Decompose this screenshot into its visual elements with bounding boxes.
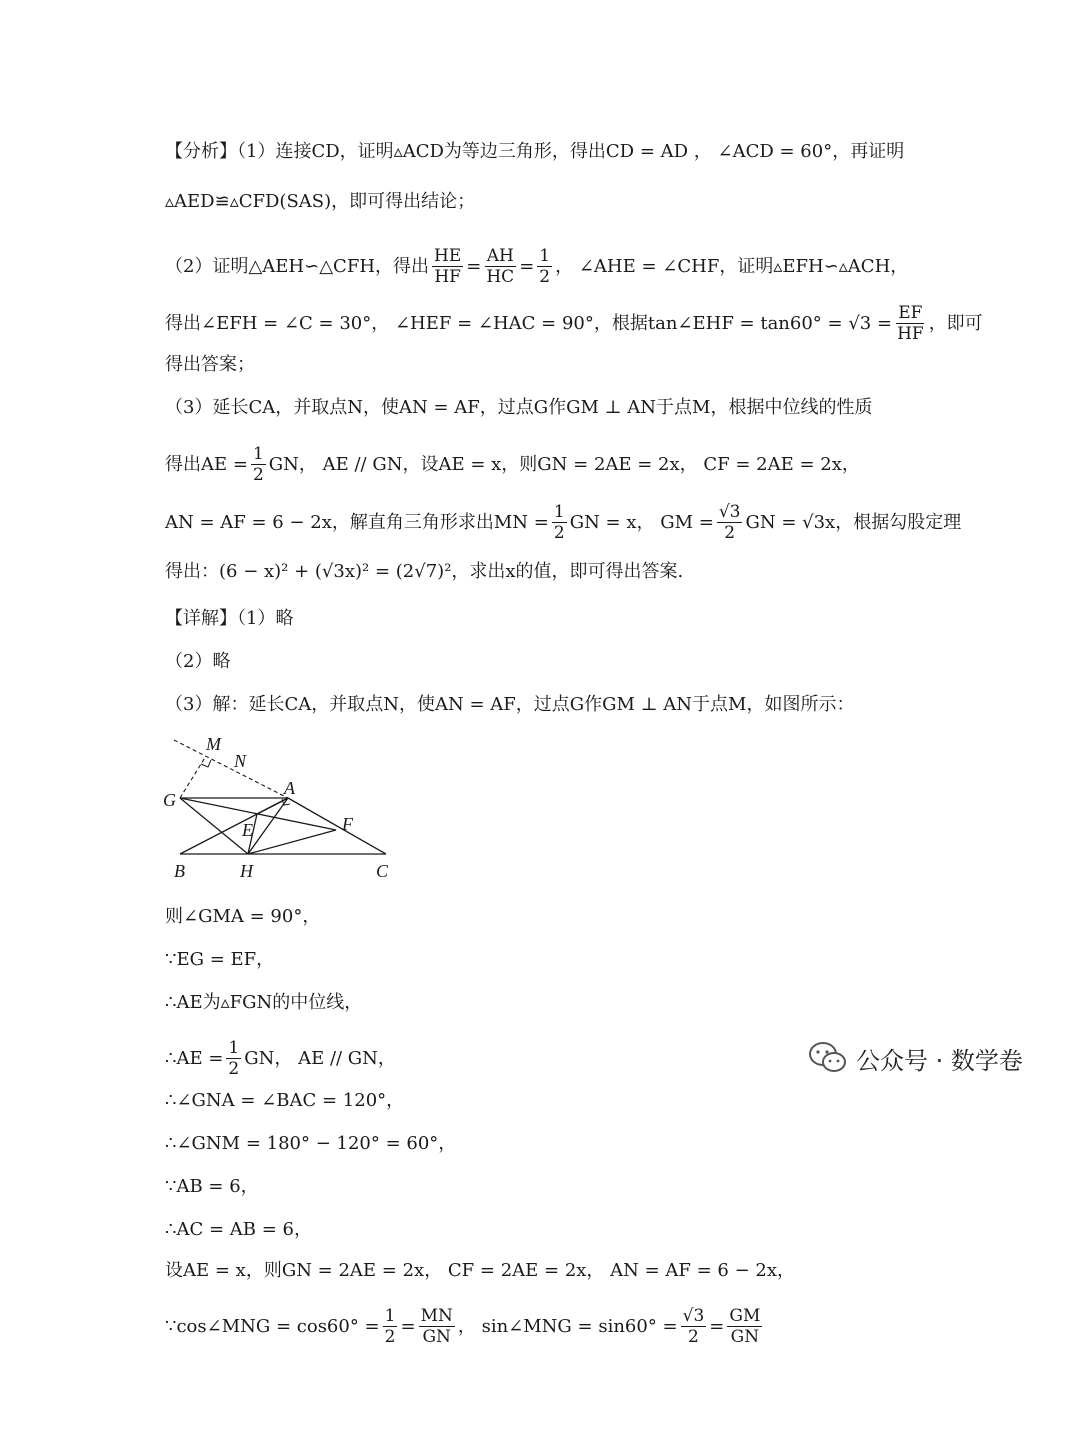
text-segment: =	[466, 255, 482, 277]
fraction-denominator: 2	[688, 1327, 699, 1347]
fraction	[383, 1306, 398, 1347]
fraction-denominator: 2	[724, 523, 736, 543]
text-segment: ∵EG = EF，	[165, 949, 275, 970]
text-segment: ∴∠GNM = 180° − 120° = 60°，	[165, 1133, 457, 1154]
text-segment: （3）延长CA，并取点N，使AN = AF，过点G作GM ⊥ AN于点M，根据中位线的性质	[165, 397, 873, 418]
text-segment: 得出：(6 − x)² + (√3x)² = (2√7)²，求出x的值，即可得出答案.	[165, 561, 684, 582]
fraction-denominator: HF	[897, 324, 924, 344]
label-a: A	[284, 778, 295, 798]
geometry-figure	[160, 732, 400, 892]
watermark	[808, 1036, 1023, 1080]
fraction-denominator: HF	[434, 267, 461, 287]
segment-gh	[180, 798, 248, 854]
fraction	[552, 502, 567, 543]
text-segment: ∵cos∠MNG = cos60° =	[165, 1315, 380, 1337]
fraction	[727, 1306, 762, 1347]
text-line	[165, 140, 925, 164]
text-segment: （3）解：延长CA，并取点N，使AN = AF，过点G作GM ⊥ AN于点M，如图所示：	[165, 694, 855, 715]
text-segment: GN = √3x，根据勾股定理	[745, 511, 962, 533]
label-e: E	[242, 820, 253, 840]
text-segment: 得出答案；	[165, 354, 255, 375]
segment-extension-ca	[174, 740, 288, 798]
text-line	[165, 353, 925, 377]
text-line	[165, 948, 925, 972]
text-segment: =	[400, 1315, 416, 1337]
text-line	[165, 1218, 925, 1242]
label-g: G	[163, 790, 176, 810]
text-line	[165, 607, 925, 631]
fraction-denominator: GN	[730, 1327, 760, 1347]
fraction-denominator: HC	[486, 267, 515, 287]
fraction-numerator: AH	[486, 246, 514, 266]
text-line	[165, 1175, 925, 1199]
fraction-numerator: 1	[553, 502, 565, 522]
text-line	[165, 693, 925, 717]
label-f: F	[342, 814, 353, 834]
text-line	[165, 1259, 925, 1283]
fraction-numerator: MN	[420, 1306, 453, 1326]
segment-gm	[180, 756, 206, 798]
fraction-numerator: 1	[384, 1306, 396, 1326]
text-line	[165, 1306, 925, 1347]
label-m: M	[206, 734, 221, 754]
fraction-denominator: 2	[384, 1327, 396, 1347]
text-line	[165, 905, 925, 929]
text-line	[165, 650, 925, 674]
text-segment: =	[519, 255, 535, 277]
text-segment: 【分析】（1）连接CD，证明▵ACD为等边三角形，得出CD = AD ， ∠ACD = 60°，再证明	[165, 141, 905, 162]
text-line	[165, 1132, 925, 1156]
text-line	[165, 560, 925, 584]
text-segment: 则∠GMA = 90°，	[165, 906, 321, 927]
label-c: C	[376, 861, 389, 881]
text-segment: =	[709, 1315, 725, 1337]
fraction-denominator: 2	[553, 523, 565, 543]
text-line	[165, 246, 925, 287]
text-segment: （2）证明△AEH∽△CFH，得出	[165, 255, 430, 277]
label-b: B	[174, 861, 185, 881]
text-segment: ，即可	[928, 312, 983, 334]
text-line	[165, 190, 925, 214]
fraction-numerator: 1	[252, 444, 264, 464]
text-segment: ， ∠AHE = ∠CHF，证明▵EFH∽▵ACH，	[555, 255, 909, 277]
text-segment: ∴∠GNA = ∠BAC = 120°，	[165, 1090, 405, 1111]
text-segment: ▵AED≌▵CFD(SAS)，即可得出结论；	[165, 191, 476, 212]
text-segment: （2）略	[165, 651, 231, 672]
text-line	[165, 502, 962, 543]
fraction-denominator: 2	[228, 1059, 240, 1079]
fraction-denominator: GN	[422, 1327, 451, 1347]
text-segment: ∵AB = 6，	[165, 1176, 259, 1197]
fraction	[419, 1306, 455, 1347]
fraction-numerator: EF	[898, 303, 923, 323]
fraction-numerator: √3	[718, 502, 741, 522]
fraction	[484, 246, 516, 287]
fraction	[226, 1038, 241, 1079]
segment-ac	[288, 798, 386, 854]
fraction-numerator: 1	[228, 1038, 240, 1058]
text-line	[165, 444, 925, 485]
watermark-text: 公众号 · 数学卷	[856, 1046, 1023, 1075]
text-line	[165, 1089, 925, 1113]
text-segment: 得出∠EFH = ∠C = 30°， ∠HEF = ∠HAC = 90°，根据tan∠EHF = tan60° = √3 =	[165, 312, 893, 334]
label-n: N	[234, 751, 247, 771]
segment-ae	[257, 798, 288, 814]
fraction-numerator: GM	[729, 1306, 761, 1326]
fraction-numerator: √3	[682, 1306, 705, 1326]
fraction	[432, 246, 463, 287]
text-line	[165, 991, 925, 1015]
wechat-icon	[808, 1041, 848, 1075]
fraction-denominator: 2	[539, 267, 551, 287]
fraction	[681, 1306, 707, 1347]
text-segment: 设AE = x，则GN = 2AE = 2x， CF = 2AE = 2x， AN = AF = 6 − 2x，	[165, 1260, 796, 1281]
text-line	[165, 396, 925, 420]
text-segment: 【详解】（1）略	[165, 608, 294, 629]
text-line	[165, 303, 983, 344]
fraction-denominator: 2	[252, 465, 264, 485]
fraction	[895, 303, 926, 344]
text-segment: GN = x， GM =	[569, 511, 714, 533]
text-segment: AN = AF = 6 − 2x，解直角三角形求出MN =	[165, 511, 549, 533]
text-segment: ， sin∠MNG = sin60° =	[457, 1315, 678, 1337]
text-segment: GN， AE // GN，设AE = x，则GN = 2AE = 2x， CF = 2AE = 2x，	[268, 453, 860, 475]
text-segment: ∴AC = AB = 6，	[165, 1219, 312, 1240]
text-segment: ∴AE =	[165, 1047, 224, 1069]
segment-hf	[248, 830, 336, 854]
fraction	[251, 444, 266, 485]
fraction	[537, 246, 552, 287]
text-segment: 得出AE =	[165, 453, 248, 475]
fraction	[717, 502, 743, 543]
text-segment: ∴AE为▵FGN的中位线，	[165, 992, 363, 1013]
fraction-numerator: HE	[434, 246, 462, 266]
text-segment: GN， AE // GN，	[244, 1047, 396, 1069]
label-h: H	[240, 861, 253, 881]
fraction-numerator: 1	[539, 246, 551, 266]
